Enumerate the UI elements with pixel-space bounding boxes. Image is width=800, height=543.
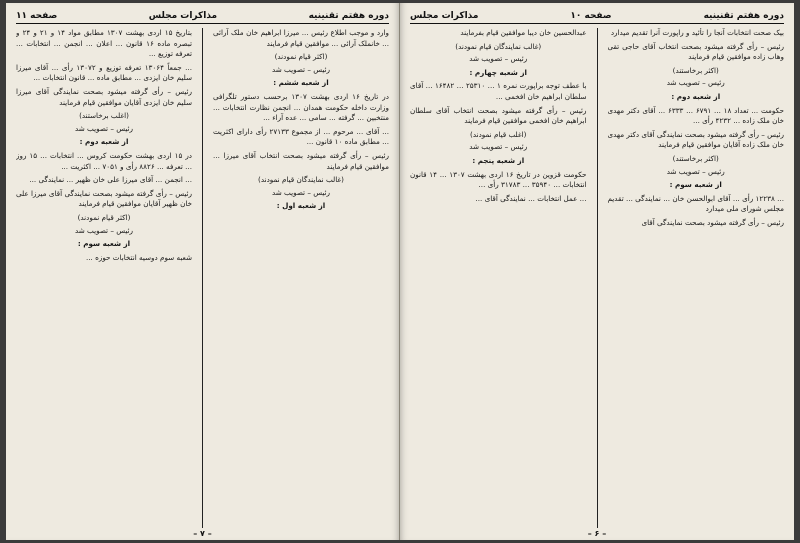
- vote-result: رئیس – تصویب شد: [74, 225, 134, 235]
- right-column: [213, 28, 389, 528]
- header-journal: دوره هفتم تقنینیه: [703, 11, 784, 21]
- result-note: (اکثر برخاستند): [672, 153, 719, 163]
- vote-result: رئیس – تصویب شد: [469, 54, 528, 64]
- section-heading: از شعبه چهارم :: [469, 67, 527, 77]
- section-heading: از شعبه سوم :: [77, 239, 131, 249]
- page-folio: – ۷ –: [193, 529, 212, 538]
- header-page-number: صفحه ۱۰: [570, 11, 612, 21]
- paragraph: وارد و موجب اطلاع رئیس ... میرزا ابراهیم خان ملک آرائی ... خانملک آرائی ... موافقین قیام فرمایند: [213, 28, 389, 48]
- text-columns: [410, 28, 784, 528]
- text-columns: [16, 28, 389, 528]
- section-heading: از شعبه دوم :: [671, 91, 721, 101]
- paragraph: حکومت قزوین در تاریخ ۱۶ اردی بهشت ۱۳۰۷ ... ۱۴ قانون انتخابات ... ۳۵۹۴۰ ... ۳۱۷۸۳ رأی ...: [410, 169, 587, 190]
- paragraph: ... آقای ... مرحوم ... از مجموع ۲۷۱۳۳ رأی دارای اکثریت ... مطابق ماده ۱۰ قانون ...: [213, 126, 389, 147]
- book-spread: [6, 3, 794, 540]
- paragraph: ... جمعاً ۱۳۰۶۴ تعرفه توزیع و ۱۳۰۷۲ رأی ... آقای میرزا سلیم خان ایزدی ... مطابق ماده ... قانون انتخابات ...: [16, 62, 192, 83]
- left-page: [6, 3, 400, 540]
- header-title: مذاکرات مجلس: [148, 11, 218, 21]
- header-journal: دوره هفتم تقنینیه: [308, 11, 389, 21]
- header-title: مذاکرات مجلس: [410, 11, 479, 21]
- left-column: [410, 28, 587, 528]
- right-column: [608, 28, 785, 528]
- paragraph: رئیس – رأی گرفته میشود بصحت نمایندگی آقای دکتر مهدی خان ملک زاده آقایان موافقین قیام فرمایند: [607, 129, 784, 150]
- paragraph: ... ۱۲۲۳۸ رأی ... آقای ابوالحسن خان ... نمایندگی ... تقدیم مجلس شورای ملی میدارد: [607, 193, 784, 214]
- section-heading: از شعبه دوم :: [79, 137, 129, 147]
- vote-result: رئیس – تصویب شد: [666, 78, 725, 88]
- vote-result: رئیس – تصویب شد: [469, 142, 528, 152]
- paragraph: رئیس – رأی گرفته میشود بصحت انتخاب آقای حاجی تقی وهاب زاده موافقین قیام فرمایند: [607, 41, 784, 62]
- result-note: (اکثر قیام نمودند): [274, 52, 328, 62]
- column-divider: [202, 28, 203, 528]
- result-note: (اغلب برخاستند): [79, 111, 129, 121]
- result-note: (غالب نمایندگان قیام نمودند): [455, 41, 542, 51]
- paragraph: رئیس – رأی گرفته میشود بصحت انتخاب آقای میرزا ... موافقین قیام فرمایند: [213, 150, 389, 171]
- right-page: [400, 3, 794, 540]
- vote-result: رئیس – تصویب شد: [74, 123, 134, 133]
- header-page-number: صفحه ۱۱: [16, 11, 58, 21]
- paragraph: شعبه سوم دوسیه انتخابات حوزه ...: [85, 252, 192, 262]
- page-header: [410, 11, 784, 24]
- result-note: (اکثر قیام نمودند): [77, 212, 131, 222]
- result-note: (غالب نمایندگان قیام نمودند): [258, 175, 344, 185]
- paragraph: ... انجمن ... آقای میرزا علی خان ظهیر ... نمایندگی ...: [29, 175, 192, 185]
- vote-result: رئیس – تصویب شد: [271, 187, 331, 197]
- paragraph: عبدالحسین خان دیبا موافقین قیام بفرمایند: [460, 28, 587, 37]
- vote-result: رئیس – تصویب شد: [271, 64, 331, 74]
- paragraph: حکومت ... تعداد ۱۸ ... ۶۷۹۱ ... ۶۳۳۳ ... آقای دکتر مهدی خان ملک زاده ... ۴۲۳۲ رأی ...: [607, 105, 784, 126]
- paragraph: بیک صحت انتخابات آنجا را تأئید و راپورت آنرا تقدیم میدارد: [610, 28, 784, 37]
- section-heading: از شعبه پنجم :: [472, 155, 525, 165]
- paragraph: با عطف توجه براپورت نمره ۱ ... ۲۵۳۱۰ ... ۱۶۴۸۲ ... آقای سلطان ابراهیم خان افخمی ...: [410, 81, 587, 101]
- vote-result: رئیس – تصویب شد: [666, 166, 725, 176]
- left-column: [16, 28, 192, 528]
- column-divider: [597, 28, 598, 528]
- result-note: (اغلب قیام نمودند): [470, 129, 527, 139]
- paragraph: در تاریخ ۱۶ اردی بهشت ۱۳۰۷ برحسب دستور تلگرافی وزارت داخله حکومت همدان ... انجمن نظارت انتخابات ... منتخبین ... گرفته ... سامی ... عده آراء ...: [213, 91, 389, 123]
- page-folio: – ۶ –: [587, 529, 607, 538]
- paragraph: رئیس – رأی گرفته میشود بصحت نمایندگی آقای میرزا سلیم خان ایزدی آقایان موافقین قیام فرمایند: [16, 86, 192, 107]
- result-note: (اکثر برخاستند): [672, 65, 719, 75]
- paragraph: رئیس – رأی گرفته میشود بصحت انتخاب آقای سلطان ابراهیم خان افخمی موافقین قیام فرمایند: [410, 105, 587, 126]
- paragraph: رئیس – رأی گرفته میشود بصحت نمایندگی آقای: [641, 217, 784, 227]
- paragraph: در ۱۵ اردی بهشت حکومت کروس ... انتخابات ... ۱۵ روز ... تعرفه ... ۸۸۲۶ رأی و ۷۰۵۱ ... اکثریت ...: [16, 150, 192, 171]
- paragraph: بتاریخ ۱۵ اردی بهشت ۱۳۰۷ مطابق مواد ۱۴ و ۲۱ و ۲۴ و تبصره ماده ۱۶ قانون ... اعلان ... انجمن ... انتخابات ... تعرفه توزیع ...: [16, 28, 192, 59]
- paragraph: رئیس – رأی گرفته میشود بصحت نمایندگی آقای میرزا علی خان ظهیر آقایان موافقین قیام فرمایند: [16, 188, 192, 209]
- section-heading: از شعبه اول :: [276, 201, 326, 211]
- section-heading: از شعبه ششم :: [273, 78, 329, 88]
- section-heading: از شعبه سوم :: [669, 180, 722, 190]
- page-header: [16, 11, 389, 24]
- paragraph: ... عمل انتخابات ... نمایندگی آقای ...: [475, 193, 587, 203]
